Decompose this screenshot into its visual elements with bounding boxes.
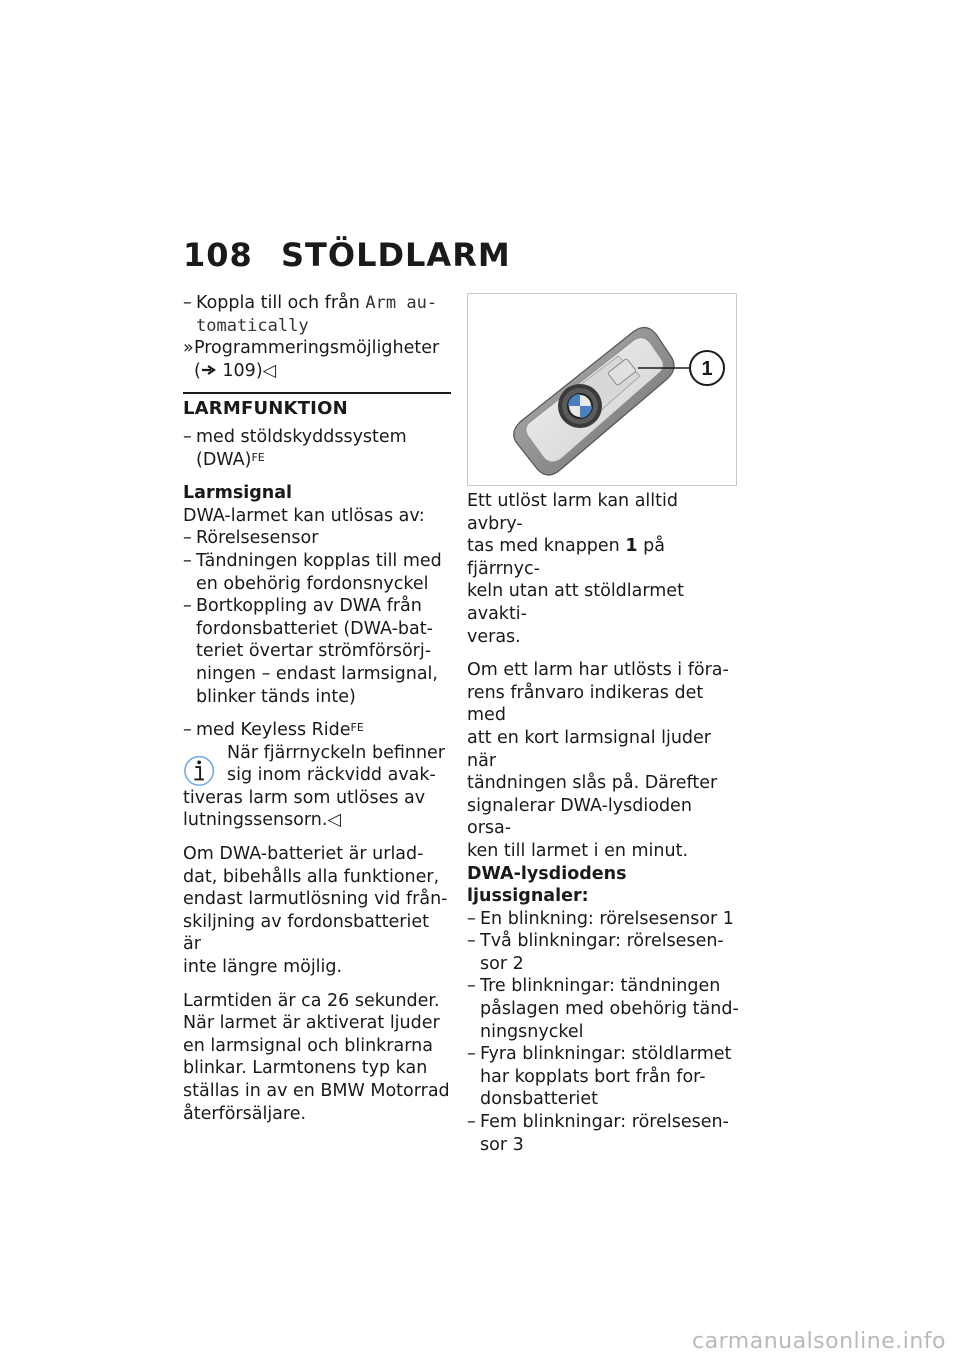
paragraph: Larmtiden är ca 26 sekunder. När larmet är aktiverat ljuder en larmsignal och blinkrarna blinkar. Larmtonens typ kan ställas in av en BMW Motorrad återförsäljare. [183,990,450,1124]
chapter-title: STÖLDLARM [281,236,511,274]
list-item: – Tändningen kopplas till med en obehörig fordonsnyckel [183,550,442,594]
list-item: – Koppla till och från Arm au- tomatically [183,293,438,336]
reference-marker: » [183,338,194,359]
list-item: – Fem blinkningar: rörelsesen- sor 3 [467,1112,729,1155]
paragraph: Om ett larm har utlösts i föra- rens frånvaro indikeras det med att en kort larmsignal ljuder när tändningen slås på. Därefter signalerar DWA-lysdioden orsa- ken till larmet i en minut. [467,660,729,861]
info-note: När fjärrnyckeln befinner sig inom räckvidd avak- tiveras larm som utlöses av lutningssensorn.◁ [183,742,445,831]
button-reference: 1 [625,536,638,557]
right-column [467,490,739,1156]
sub-heading: DWA-lysdiodens ljussignaler: [467,863,627,907]
end-marker: ◁ [327,810,341,831]
option-badge: FE [350,721,364,735]
page-number: 108 [183,236,253,274]
figure-callout: 1 [701,358,713,380]
remote-key-figure [467,293,737,486]
arrow-right-icon [201,364,217,376]
section-title: LARMFUNKTION [183,392,451,421]
list-item: – Två blinkningar: rörelsesen- sor 2 [467,931,724,974]
end-marker: ◁ [262,360,277,381]
cross-reference[interactable]: » Programmeringsmöjligheter ( 109)◁ [183,338,440,381]
list-item: – Bortkoppling av DWA från fordonsbatteriet (DWA-bat- teriet övertar strömförsörj- ningen – endast larmsignal, blinker tänds inte) [183,596,438,707]
paragraph: Ett utlöst larm kan alltid avbry- tas med knappen 1 på fjärrnyc- keln utan att stöldlarmet avakti- veras. [467,491,684,647]
paragraph: Om DWA-batteriet är urlad- dat, bibehålls alla funktioner, endast larmutlösning vid från- skiljning av fordonsbatteriet är inte längre möjlig. [183,844,448,978]
list-item: – Fyra blinkningar: stöldlarmet har kopplats bort från for- donsbatteriet [467,1044,732,1110]
info-icon [183,750,221,788]
footer-watermark[interactable]: carmanualsonline.info [692,1329,946,1354]
list-item: – Rörelsesensor [183,528,319,549]
sub-heading: Larmsignal [183,483,293,504]
reference-page: 109 [222,360,256,381]
remote-key-fob-icon [468,294,736,485]
equipment-item: – med stöldskyddssystem (DWA)$^{FE}$ [183,426,407,470]
page-header [183,236,511,274]
left-column: – Koppla till och från Arm au- tomatically » Programmeringsmöjligheter ( 109)◁ LARMFUNKTION – med stöldskyddssystem (DWA)$^{FE}$ Larmsignal DWA-larmet kan utlösas av: – Rörelsesensor – Tändningen kopplas till med en obehörig fordonsnyckel – Bortkoppling av DWA från fordonsbatteriet (DWA-bat- teriet övertar strömförsörj- ningen – endast larmsignal, blinker tänds inte) – med Keyless Ride$^{FE}$ När fjärrnyckeln befinner sig inom räckvidd avak- tiveras larm som utlöses av lutningssensorn.◁ Om DWA-batteriet är urlad- dat, bibehålls alla funktioner, endast larmutlösning vid från- skiljning av fordonsbatteriet är inte längre möjlig. Larmtiden är ca 26 sekunder. När larmet är aktiverat ljuder en larmsignal och blinkrarna blinkar. Larmtonens typ kan ställas in av en BMW Motorrad återförsäljare. [183,293,450,1124]
option-badge: FE [251,450,265,464]
list-item: – Tre blinkningar: tändningen påslagen med obehörig tänd- ningsnyckel [467,976,739,1042]
list-item: – En blinkning: rörelsesensor 1 [467,908,734,929]
equipment-item: – med Keyless Ride$^{FE}$ [183,720,364,741]
